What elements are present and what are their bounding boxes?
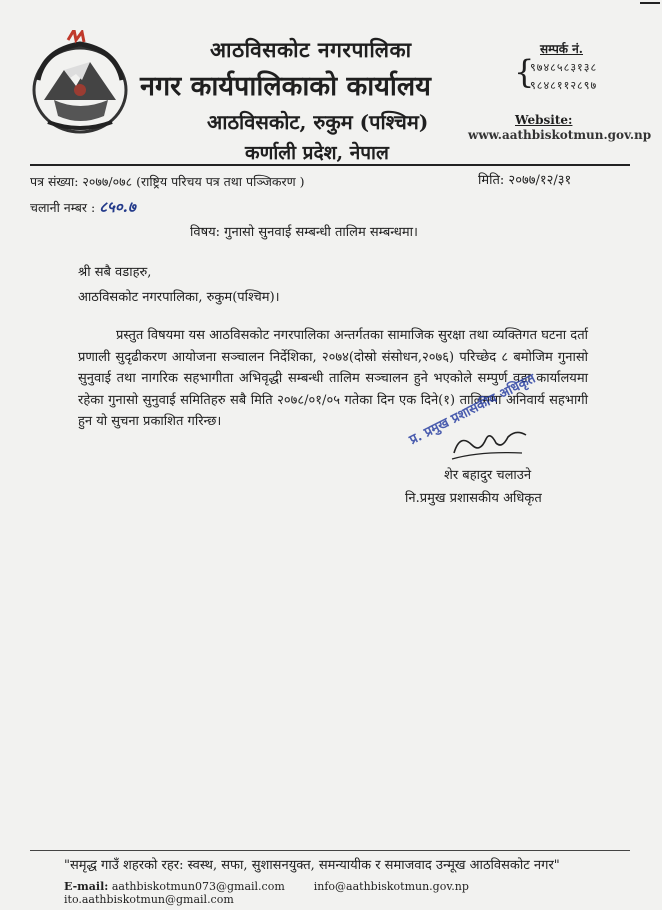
footer-motto: "समृद्ध गाउँ शहरको रहर: स्वस्थ, सफा, सुशासनयुक्त, समन्यायीक र समाजवाद उन्मूख आठविसकोट नगर" — [64, 858, 560, 873]
dispatch-label: चलानी नम्बर : — [30, 200, 96, 215]
footer-emails — [64, 880, 662, 906]
office-name: नगर कार्यपालिकाको कार्यालय — [140, 71, 431, 102]
signer-title: नि.प्रमुख प्रशासकीय अधिकृत — [405, 491, 542, 506]
corner-mark — [640, 2, 660, 4]
province-name: कर्णाली प्रदेश, नेपाल — [245, 142, 389, 164]
contact-label: सम्पर्क नं. — [540, 42, 583, 56]
dispatch-number-row — [30, 197, 136, 217]
municipality-name: आठविसकोट नगरपालिका — [210, 37, 412, 62]
email-1[interactable]: aathbiskotmun073@gmail.com — [111, 880, 285, 893]
office-location: आठविसकोट, रुकुम (पश्चिम) — [207, 110, 429, 134]
signer-name: शेर बहादुर चलाउने — [444, 468, 532, 483]
reference-number: पत्र संख्या: २०७७/०७८ (राष्ट्रिय परिचय पत्र तथा पञ्जिकरण ) — [30, 174, 305, 189]
addressee-line-1: श्री सबै वडाहरु, — [78, 265, 152, 280]
dispatch-number: ८५०.७ — [99, 198, 136, 216]
footer-divider — [30, 850, 630, 851]
letter-date: मिति: २०७७/१२/३१ — [478, 173, 572, 188]
header-divider — [30, 164, 630, 166]
letter-subject: विषय: गुनासो सुनवाई सम्बन्धी तालिम सम्बन्धमा। — [190, 225, 418, 240]
email-3[interactable]: ito.aathbiskotmun@gmail.com — [64, 893, 234, 906]
website-label: Website: — [515, 113, 573, 127]
addressee-line-2: आठविसकोट नगरपालिका, रुकुम(पश्चिम)। — [78, 290, 280, 305]
brace-decoration: { — [514, 53, 535, 91]
phone-number-1: ९७४८५८३१३८ — [530, 61, 598, 74]
email-label: E-mail: — [64, 880, 109, 893]
phone-number-2: ९८४८११२८९७ — [530, 79, 598, 92]
website-url[interactable]: www.aathbiskotmun.gov.np — [468, 128, 652, 142]
handwritten-signature-icon — [450, 423, 530, 463]
official-stamp: प्र. प्रमुख प्रशासकीय अधिकृत — [407, 371, 539, 448]
nepal-emblem-icon — [24, 30, 136, 138]
email-2[interactable]: info@aathbiskotmun.gov.np — [313, 880, 469, 893]
letter-body-text: प्रस्तुत विषयमा यस आठविसकोट नगरपालिका अन्तर्गतका सामाजिक सुरक्षा तथा व्यक्तिगत घटना दर्ता प्रणाली सुदृढीकरण आयोजना सञ्चालन निर्देशिका, २०७४(दोस्रो संसोधन,२०७६) परिच्छेद ८ बमोजिम गुनासो सुनुवाई तथा नागरिक सहभागीता अभिवृद्धी सम्बन्धी तालिम सञ्चालन हुने भएकोले सम्पुर्ण वडा कार्यालयमा रहेका गुनासो सुनुवाई समितिहरु सबै मिति २०७८/०१/०५ गतेका दिन एक दिने(१) तालिममा अनिवार्य सहभागी हुन यो सुचना प्रकाशित गरिन्छ। — [78, 328, 588, 429]
